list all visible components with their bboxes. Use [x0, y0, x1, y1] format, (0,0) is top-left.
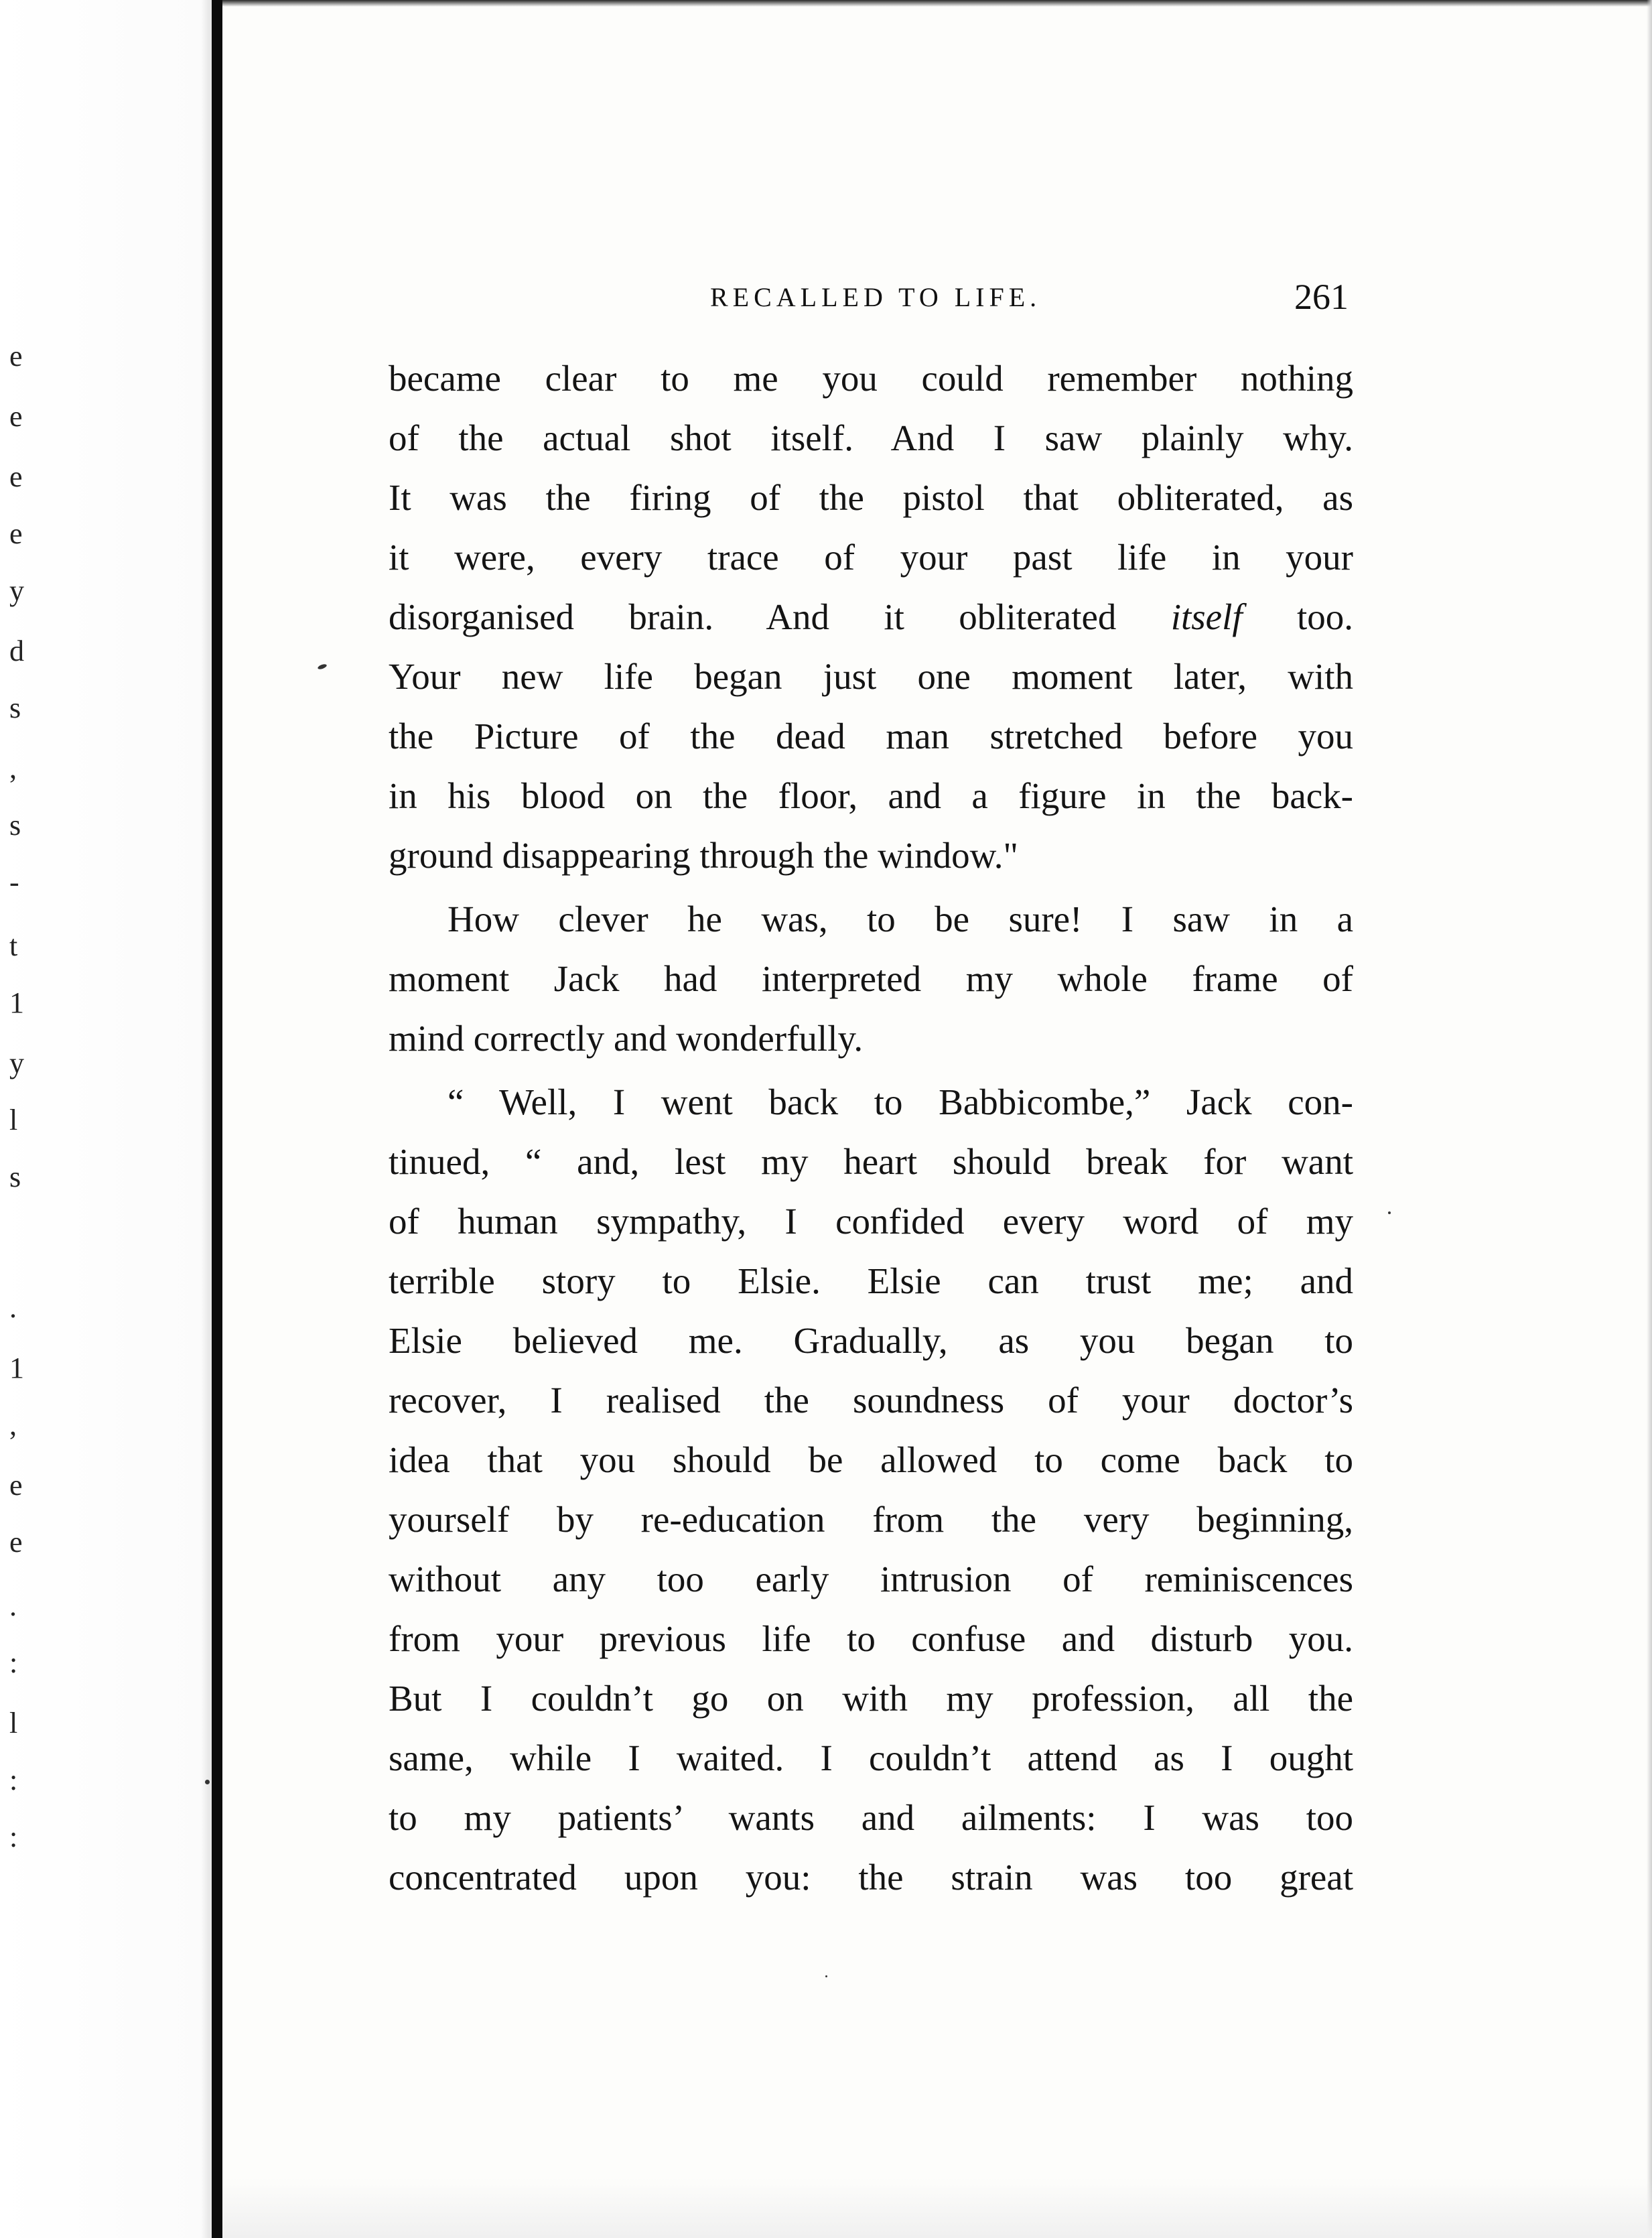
emphasis: itself: [1170, 596, 1243, 637]
facing-page-letter: l: [9, 1104, 18, 1136]
facing-page-letter: 1: [9, 1352, 24, 1384]
facing-page-letter: :: [9, 1646, 18, 1679]
facing-page-letter: y: [9, 1047, 24, 1079]
text-line: concentrated upon you: the strain was too great: [389, 1857, 1353, 1898]
paragraph: [389, 889, 1353, 1068]
print-speck: [317, 663, 327, 670]
text-line: from your previous life to confuse and disturb you.: [389, 1618, 1353, 1659]
text-line: in his blood on the floor, and a figure in the back-: [389, 775, 1353, 816]
text-line: the Picture of the dead man stretched before you: [389, 716, 1353, 756]
page-bottom-shade: [222, 2178, 1652, 2238]
facing-page-letter: -: [9, 866, 19, 899]
text-line: same, while I waited. I couldn’t attend as I ought: [389, 1737, 1353, 1778]
facing-page-letter: :: [9, 1764, 18, 1796]
print-speck: [825, 1975, 827, 1977]
text-line: yourself by re-education from the very beginning,: [389, 1499, 1353, 1540]
text-line: mind correctly and wonderfully.: [389, 1018, 864, 1059]
text-line: of the actual shot itself. And I saw plainly why.: [389, 417, 1353, 458]
facing-page-letter: e: [9, 517, 23, 550]
facing-page-letter: s: [9, 692, 21, 724]
facing-page-letter: e: [9, 1526, 23, 1559]
text-line: Elsie believed me. Gradually, as you began to: [389, 1320, 1353, 1361]
facing-page-letter: 1: [9, 986, 24, 1019]
facing-page-letter: ,: [9, 752, 17, 785]
facing-page-letter: d: [9, 635, 24, 667]
running-head: RECALLED TO LIFE.: [710, 282, 1042, 312]
text-line: disorganised brain. And it obliterated itself too.: [389, 596, 1353, 637]
text-line: ground disappearing through the window.": [389, 835, 1018, 876]
text-line: became clear to me you could remember nothing: [389, 358, 1353, 399]
text-line: “ Well, I went back to Babbicombe,” Jack con-: [448, 1081, 1353, 1122]
page-top-edge: [222, 0, 1652, 7]
facing-page-letter: y: [9, 574, 24, 607]
text-line: But I couldn’t go on with my profession, all the: [389, 1678, 1353, 1719]
facing-page-letter: ,: [9, 1408, 17, 1441]
facing-page-letter: s: [9, 809, 21, 842]
text-line: it were, every trace of your past life in your: [389, 537, 1353, 578]
facing-page-letter: e: [9, 340, 23, 373]
facing-page-letter: .: [9, 1589, 17, 1622]
facing-page-letter: e: [9, 460, 23, 493]
text-line: Your new life began just one moment later, with: [389, 656, 1353, 697]
text-line: It was the firing of the pistol that obliterated, as: [389, 477, 1353, 518]
paragraph: [389, 348, 1353, 885]
facing-page-letter: s: [9, 1161, 21, 1193]
facing-page-letter: .: [9, 1291, 17, 1324]
text-line: to my patients’ wants and ailments: I was too: [389, 1797, 1353, 1838]
facing-page-margin: [0, 0, 213, 2238]
page-right-edge: [1647, 0, 1652, 2238]
text-line: of human sympathy, I confided every word of my: [389, 1201, 1353, 1242]
page-number: 261: [1294, 277, 1349, 317]
text-line: How clever he was, to be sure! I saw in a: [448, 899, 1353, 939]
facing-page-letter: :: [9, 1821, 18, 1853]
facing-page-letter: e: [9, 1469, 23, 1502]
paragraph: [389, 1072, 1353, 1907]
text-line: recover, I realised the soundness of your doctor’s: [389, 1380, 1353, 1421]
text-line: tinued, “ and, lest my heart should break for want: [389, 1141, 1353, 1182]
text-line: without any too early intrusion of reminiscences: [389, 1559, 1353, 1599]
print-speck: [1388, 1211, 1391, 1214]
facing-page-letter: e: [9, 400, 23, 433]
text-line: moment Jack had interpreted my whole frame of: [389, 958, 1353, 999]
text-line: idea that you should be allowed to come back to: [389, 1439, 1353, 1480]
print-speck: [205, 1780, 210, 1784]
binding-gutter: [212, 0, 222, 2238]
facing-page-letter: t: [9, 929, 18, 962]
text-line: terrible story to Elsie. Elsie can trust me; and: [389, 1260, 1353, 1301]
facing-page-letter: l: [9, 1707, 18, 1739]
body-text: [389, 348, 1353, 1907]
